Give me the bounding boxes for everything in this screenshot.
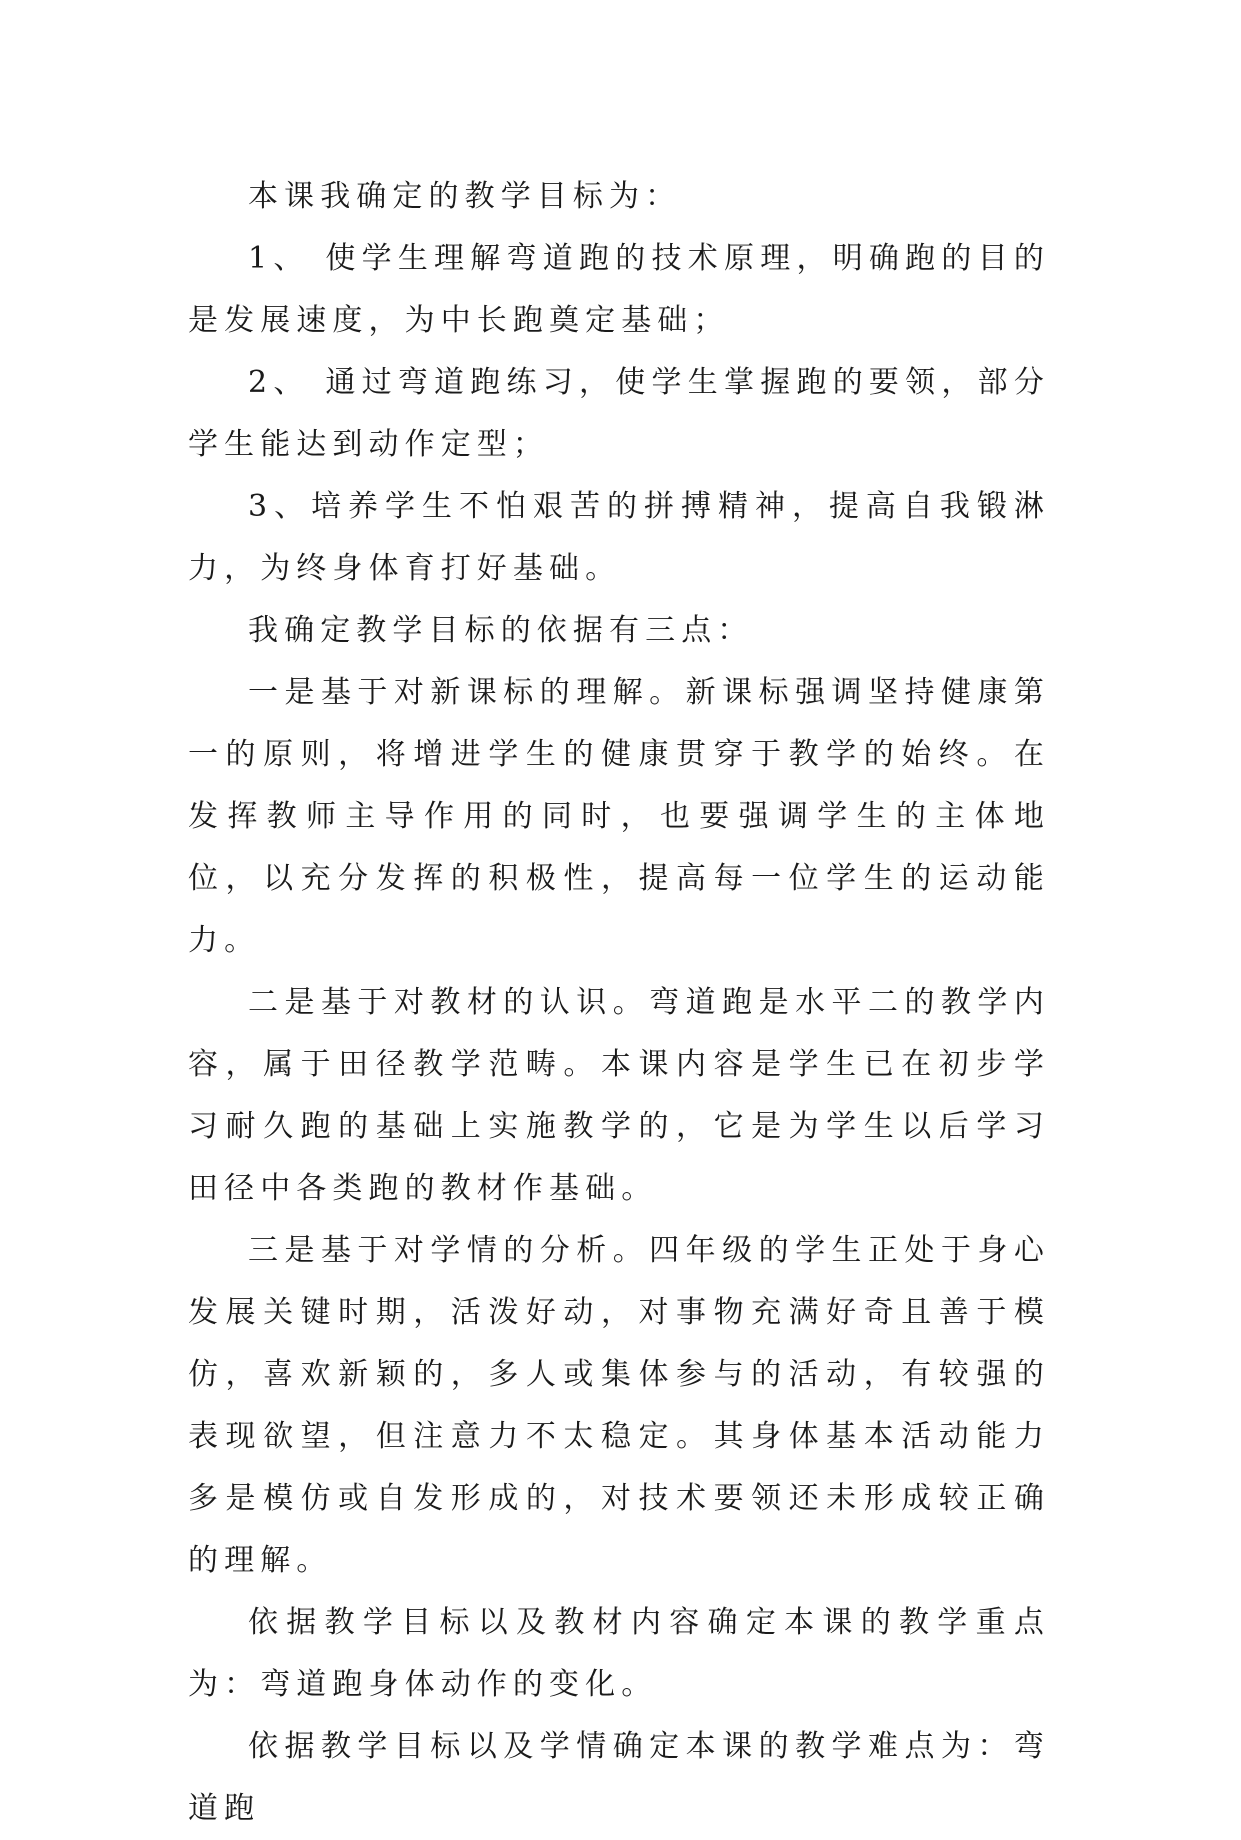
paragraph-basis-students: 三是基于对学情的分析。四年级的学生正处于身心发展关键时期，活泼好动，对事物充满好奇且善于模仿，喜欢新颖的，多人或集体参与的活动，有较强的表现欲望，但注意力不太稳定。其身体基本活动能力多是模仿或自发形成的，对技术要领还未形成较正确的理解。 [188,1233,1050,1578]
paragraph-key-point: 依据教学目标以及教材内容确定本课的教学重点为：弯道跑身体动作的变化。 [188,1605,1050,1702]
document-body [188,166,1050,1840]
paragraph-goal-2: 2、 通过弯道跑练习，使学生掌握跑的要领，部分学生能达到动作定型； [188,365,1050,462]
paragraph-basis-textbook: 二是基于对教材的认识。弯道跑是水平二的教学内容，属于田径教学范畴。本课内容是学生已在初步学习耐久跑的基础上实施教学的，它是为学生以后学习田径中各类跑的教材作基础。 [188,985,1050,1206]
paragraph-difficulty: 依据教学目标以及学情确定本课的教学难点为：弯道跑 [188,1729,1050,1826]
paragraph-goal-1: 1、 使学生理解弯道跑的技术原理，明确跑的目的是发展速度，为中长跑奠定基础； [188,241,1050,338]
paragraph-teaching-goals-intro: 本课我确定的教学目标为： [248,179,682,214]
paragraph-basis-intro: 我确定教学目标的依据有三点： [248,613,754,648]
paragraph-basis-curriculum: 一是基于对新课标的理解。新课标强调坚持健康第一的原则，将增进学生的健康贯穿于教学的始终。在发挥教师主导作用的同时，也要强调学生的主体地位，以充分发挥的积极性，提高每一位学生的运动能力。 [188,675,1050,958]
paragraph-goal-3: 3、培养学生不怕艰苦的拼搏精神，提高自我锻淋力，为终身体育打好基础。 [188,489,1050,586]
